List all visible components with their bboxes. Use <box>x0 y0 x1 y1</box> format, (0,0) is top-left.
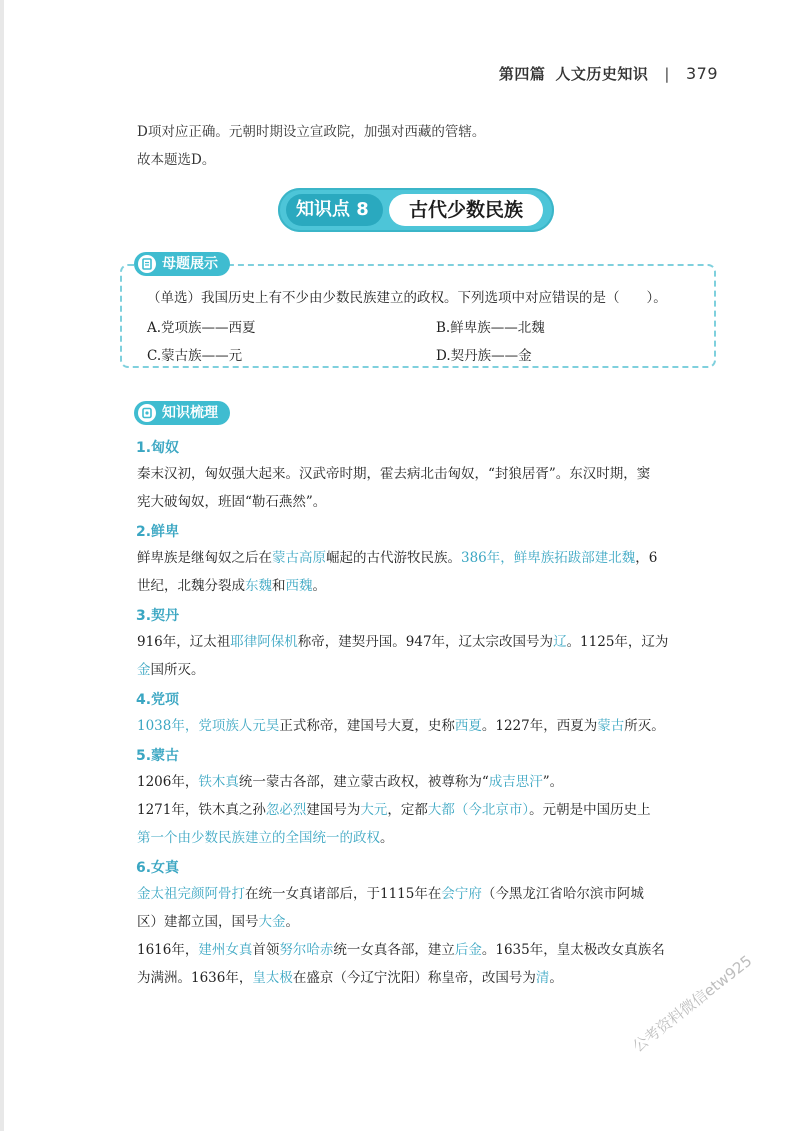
knowledge-point-title: 古代少数民族 <box>389 194 543 226</box>
text-line <box>137 544 720 572</box>
text-line <box>137 572 720 600</box>
highlight: 辽 <box>553 634 567 650</box>
text-run: 。1635年，皇太极改女真族名 <box>481 942 665 958</box>
question-tag <box>134 252 230 276</box>
text-run: 916年，辽太祖 <box>137 634 231 650</box>
highlight: 皇太极 <box>252 970 293 986</box>
text-run: 。 <box>285 914 299 930</box>
text-run: 所灭。 <box>624 718 665 734</box>
knowledge-point-number: 知识点 8 <box>286 194 383 226</box>
watermark: 公考资料微信etw925 <box>629 951 756 1056</box>
text-run: 1616年， <box>137 942 199 958</box>
highlight: 清 <box>535 970 550 986</box>
paragraph-xianbei <box>137 544 720 600</box>
text-run: ”。 <box>542 774 564 790</box>
highlight: 铁木真 <box>198 774 239 790</box>
text-run: 统一女真各部，建立 <box>333 942 455 958</box>
text-run: 1206年， <box>137 774 199 790</box>
text-run: 。 <box>549 970 563 986</box>
text-run: 在统一女真诸部后，于1115年在 <box>245 886 442 902</box>
option-b: B.鲜卑族——北魏 <box>436 320 545 336</box>
highlight: 1038年，党项族人元昊 <box>137 718 280 734</box>
text-run: 建国号为 <box>306 802 361 818</box>
previous-line-2: 故本题选D。 <box>137 152 216 168</box>
section-title-nuzhen: 6.女真 <box>136 860 180 876</box>
text-line <box>137 768 720 796</box>
highlight: 后金 <box>454 942 482 958</box>
text-line <box>137 628 720 656</box>
text-run: 。元朝是中国历史上 <box>529 802 651 818</box>
page-number: 379 <box>685 64 718 83</box>
previous-answer <box>137 120 485 176</box>
text-line: 宪大破匈奴，班固“勒石燕然”。 <box>137 494 327 510</box>
text-run: 。 <box>380 830 394 846</box>
knowledge-tag-label: 知识梳理 <box>162 405 218 421</box>
highlight: 金太祖完颜阿骨打 <box>137 886 245 902</box>
paragraph-dangxiang <box>137 712 720 740</box>
page-edge <box>0 0 4 1131</box>
highlight: 蒙古高原 <box>272 550 326 566</box>
highlight: 建州女真 <box>198 942 253 958</box>
text-line: 秦末汉初，匈奴强大起来。汉武帝时期，霍去病北击匈奴，“封狼居胥”。东汉时期，窦 <box>137 466 651 482</box>
text-line <box>137 796 720 824</box>
text-run: 。1125年，辽为 <box>566 634 669 650</box>
running-header <box>499 63 718 84</box>
section-title-qidan: 3.契丹 <box>136 608 180 624</box>
highlight: 大金 <box>258 914 286 930</box>
document-icon <box>138 255 156 273</box>
highlight: 努尔哈赤 <box>279 942 334 958</box>
book-icon <box>138 404 156 422</box>
paragraph-nuzhen <box>137 880 720 992</box>
text-run: 为满洲。1636年， <box>137 970 253 986</box>
text-line <box>137 712 720 740</box>
paragraph-menggu <box>137 768 720 852</box>
text-line <box>137 908 720 936</box>
option-c: C.蒙古族——元 <box>147 348 243 364</box>
text-run: 正式称帝，建国号大夏，史称 <box>279 718 455 734</box>
question-stem: （单选）我国历史上有不少由少数民族建立的政权。下列选项中对应错误的是（ ）。 <box>147 290 667 306</box>
text-run: ，6 <box>635 550 658 566</box>
section-title-xianbei: 2.鲜卑 <box>136 524 180 540</box>
text-run: ，定都 <box>387 802 428 818</box>
highlight: 忽必烈 <box>265 802 307 818</box>
text-run: 区）建都立国，国号 <box>137 914 259 930</box>
chapter-title: 人文历史知识 <box>555 65 649 83</box>
text-run: 世纪，北魏分裂成 <box>137 578 245 594</box>
text-run: 在盛京（今辽宁沈阳）称皇帝，改国号为 <box>292 970 536 986</box>
text-run: 统一蒙古各部，建立蒙古政权，被尊称为“ <box>238 774 489 790</box>
highlight: 大元 <box>360 802 388 818</box>
text-run: 。1227年，西夏为 <box>481 718 598 734</box>
text-run: 。 <box>312 578 326 594</box>
text-line <box>137 656 720 684</box>
text-line <box>137 824 720 852</box>
knowledge-point-banner <box>278 188 554 232</box>
highlight: 第一个由少数民族建立的全国统一的政权 <box>137 830 380 846</box>
text-run: 国所灭。 <box>150 662 205 678</box>
text-run: 鲜卑族是继匈奴之后在 <box>137 550 272 566</box>
highlight: 金 <box>137 662 151 678</box>
previous-line-1: D项对应正确。元朝时期设立宣政院，加强对西藏的管辖。 <box>137 124 486 140</box>
text-line <box>137 936 720 964</box>
highlight: 成吉思汗 <box>488 774 543 790</box>
text-run: 1271年，铁木真之孙 <box>137 802 266 818</box>
chapter-label: 第四篇 <box>498 65 546 83</box>
paragraph-qidan <box>137 628 720 684</box>
text-run: 首领 <box>252 942 280 958</box>
knowledge-tag <box>134 401 230 425</box>
text-run: 和 <box>272 578 286 594</box>
highlight: 东魏 <box>245 578 272 594</box>
text-run: 崛起的古代游牧民族。 <box>326 550 461 566</box>
highlight: 会宁府 <box>441 886 482 902</box>
highlight: 西夏 <box>454 718 482 734</box>
highlight: 耶律阿保机 <box>230 634 298 650</box>
question-tag-label: 母题展示 <box>162 256 218 272</box>
option-d: D.契丹族——金 <box>436 348 532 364</box>
header-divider: | <box>664 64 670 83</box>
highlight: 386年，鲜卑族拓跋部建北魏 <box>461 550 636 566</box>
paragraph-xiongnu <box>137 460 720 516</box>
option-a: A.党项族——西夏 <box>147 320 256 336</box>
section-title-menggu: 5.蒙古 <box>136 748 180 764</box>
highlight: 大都（今北京市） <box>427 802 530 818</box>
section-title-dangxiang: 4.党项 <box>136 692 180 708</box>
text-run: 称帝，建契丹国。947年，辽太宗改国号为 <box>297 634 554 650</box>
highlight: 蒙古 <box>597 718 625 734</box>
highlight: 西魏 <box>285 578 313 594</box>
section-title-xiongnu: 1.匈奴 <box>136 440 180 456</box>
text-run: （今黑龙江省哈尔滨市阿城 <box>481 886 644 902</box>
text-line <box>137 964 720 992</box>
text-line <box>137 880 720 908</box>
